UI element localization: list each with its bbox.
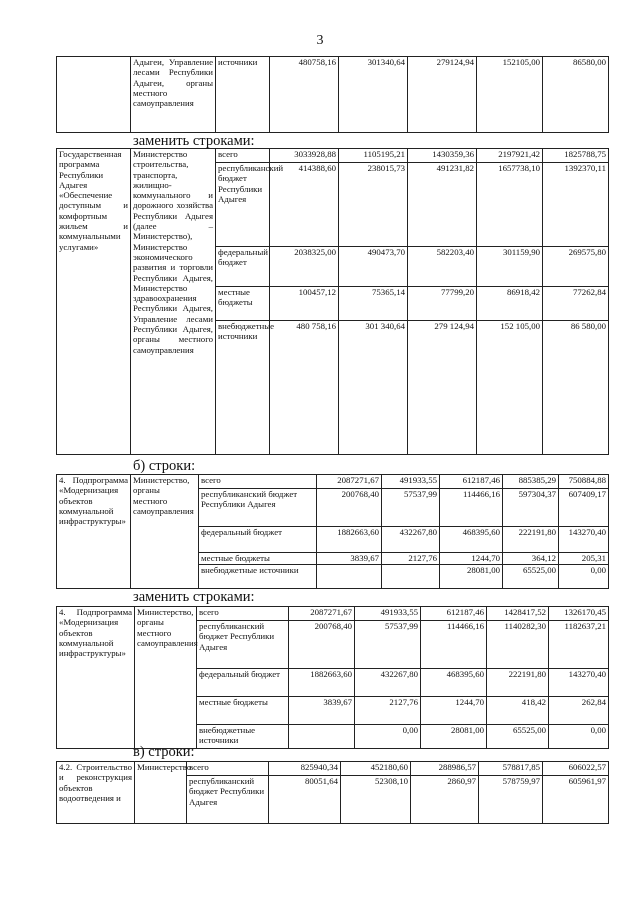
source-cell: республиканский бюджет Республики Адыгея bbox=[197, 621, 289, 669]
heading-b-rows: б) строки: bbox=[133, 458, 196, 474]
value-cell: 57537,99 bbox=[355, 621, 421, 669]
value-cell: 143270,40 bbox=[549, 669, 609, 697]
measure-4-2-table bbox=[56, 761, 609, 824]
value-cell: 301 340,64 bbox=[339, 321, 408, 455]
value-cell: 1140282,30 bbox=[487, 621, 549, 669]
value-cell: 279 124,94 bbox=[408, 321, 477, 455]
value-cell: 606022,57 bbox=[543, 762, 609, 776]
value-cell: 1430359,36 bbox=[408, 149, 477, 163]
value-cell: 491933,55 bbox=[355, 607, 421, 621]
value-cell: 612187,46 bbox=[440, 475, 503, 489]
value-cell: 825940,34 bbox=[269, 762, 341, 776]
value-cell: 200768,40 bbox=[317, 489, 382, 527]
value-cell: 3839,67 bbox=[289, 697, 355, 725]
value-cell: 1244,70 bbox=[421, 697, 487, 725]
continuation-table bbox=[56, 56, 609, 133]
source-cell: всего bbox=[187, 762, 269, 776]
value-cell: 262,84 bbox=[549, 697, 609, 725]
source-cell: местные бюджеты bbox=[199, 553, 317, 565]
value-cell: 2127,76 bbox=[355, 697, 421, 725]
executor-name: Министерство строительства, транспорта, жилищно-коммунального и дорожного хозяйства Республики Адыгея (далее – Министерство), Министерство экономического развития и торговли Республики Адыгея, Министерство здравоохранения Республики Адыгея, Управление лесами Республики Адыгея, органы местного самоуправления bbox=[131, 149, 216, 455]
value-cell: 2087271,67 bbox=[317, 475, 382, 489]
value-cell: 414388,60 bbox=[270, 163, 339, 247]
source-cell: местные бюджеты bbox=[197, 697, 289, 725]
value-cell: 77799,20 bbox=[408, 287, 477, 321]
value-cell: 2860,97 bbox=[411, 776, 479, 824]
value-cell: 143270,40 bbox=[559, 527, 609, 553]
value-cell: 3839,67 bbox=[317, 553, 382, 565]
value-cell: 205,31 bbox=[559, 553, 609, 565]
source-cell: федеральный бюджет bbox=[199, 527, 317, 553]
value-cell: 480758,16 bbox=[270, 57, 339, 133]
program-name: Государственная программа Республики Адыгея «Обеспечение доступным и комфортным жильем и коммунальными услугами» bbox=[57, 149, 131, 455]
value-cell: 0,00 bbox=[559, 565, 609, 589]
state-program-table bbox=[56, 148, 609, 455]
value-cell: 432267,80 bbox=[355, 669, 421, 697]
executor-cell: Адыгеи, Управление лесами Республики Адыгеи, органы местного самоуправления bbox=[131, 57, 216, 133]
value-cell: 885385,29 bbox=[503, 475, 559, 489]
source-cell: всего bbox=[199, 475, 317, 489]
value-cell: 452180,60 bbox=[341, 762, 411, 776]
value-cell: 222191,80 bbox=[487, 669, 549, 697]
value-cell: 432267,80 bbox=[382, 527, 440, 553]
value-cell: 152105,00 bbox=[477, 57, 543, 133]
value-cell: 1392370,11 bbox=[543, 163, 609, 247]
executor-name: Министерство, органы местного самоуправления bbox=[135, 607, 197, 749]
value-cell: 480 758,16 bbox=[270, 321, 339, 455]
executor-name: Министерство, органы местного самоуправления bbox=[131, 475, 199, 589]
source-cell: внебюджетные источники bbox=[216, 321, 270, 455]
subprogram-name: 4. Подпрограмма «Модернизация объектов коммунальной инфраструктуры» bbox=[57, 475, 131, 589]
value-cell: 86580,00 bbox=[543, 57, 609, 133]
value-cell bbox=[382, 565, 440, 589]
value-cell: 1182637,21 bbox=[549, 621, 609, 669]
value-cell: 301340,64 bbox=[339, 57, 408, 133]
value-cell bbox=[289, 725, 355, 749]
measure-name: 4.2. Строительство и реконструкция объектов водоотведения и bbox=[57, 762, 135, 824]
source-cell: республиканский бюджет Республики Адыгея bbox=[216, 163, 270, 247]
value-cell: 1825788,75 bbox=[543, 149, 609, 163]
source-cell: федеральный бюджет bbox=[197, 669, 289, 697]
value-cell: 2197921,42 bbox=[477, 149, 543, 163]
value-cell: 578817,85 bbox=[479, 762, 543, 776]
value-cell: 28081,00 bbox=[440, 565, 503, 589]
value-cell: 28081,00 bbox=[421, 725, 487, 749]
value-cell: 2038325,00 bbox=[270, 247, 339, 287]
value-cell: 86918,42 bbox=[477, 287, 543, 321]
value-cell: 1105195,21 bbox=[339, 149, 408, 163]
value-cell: 364,12 bbox=[503, 553, 559, 565]
value-cell: 491231,82 bbox=[408, 163, 477, 247]
value-cell: 578759,97 bbox=[479, 776, 543, 824]
value-cell: 612187,46 bbox=[421, 607, 487, 621]
subprogram-4-new-table bbox=[56, 606, 609, 749]
heading-replace-1: заменить строками: bbox=[133, 133, 255, 149]
value-cell: 80051,64 bbox=[269, 776, 341, 824]
program-cell bbox=[57, 57, 131, 133]
executor-name: Министерство bbox=[135, 762, 187, 824]
value-cell: 468395,60 bbox=[421, 669, 487, 697]
source-cell: всего bbox=[216, 149, 270, 163]
value-cell: 100457,12 bbox=[270, 287, 339, 321]
value-cell: 57537,99 bbox=[382, 489, 440, 527]
subprogram-4-old-table bbox=[56, 474, 609, 589]
value-cell: 114466,16 bbox=[421, 621, 487, 669]
value-cell: 238015,73 bbox=[339, 163, 408, 247]
source-cell: республиканский бюджет Республики Адыгея bbox=[199, 489, 317, 527]
value-cell: 86 580,00 bbox=[543, 321, 609, 455]
value-cell: 75365,14 bbox=[339, 287, 408, 321]
value-cell: 77262,84 bbox=[543, 287, 609, 321]
value-cell: 418,42 bbox=[487, 697, 549, 725]
page-number: 3 bbox=[316, 33, 324, 48]
value-cell: 3033928,88 bbox=[270, 149, 339, 163]
value-cell: 1882663,60 bbox=[289, 669, 355, 697]
value-cell: 222191,80 bbox=[503, 527, 559, 553]
source-cell: всего bbox=[197, 607, 289, 621]
value-cell: 1244,70 bbox=[440, 553, 503, 565]
value-cell: 200768,40 bbox=[289, 621, 355, 669]
value-cell: 490473,70 bbox=[339, 247, 408, 287]
value-cell: 1326170,45 bbox=[549, 607, 609, 621]
source-cell: источники bbox=[216, 57, 270, 133]
value-cell: 279124,94 bbox=[408, 57, 477, 133]
value-cell: 1657738,10 bbox=[477, 163, 543, 247]
value-cell: 0,00 bbox=[355, 725, 421, 749]
value-cell: 65525,00 bbox=[487, 725, 549, 749]
value-cell: 52308,10 bbox=[341, 776, 411, 824]
value-cell: 468395,60 bbox=[440, 527, 503, 553]
value-cell: 582203,40 bbox=[408, 247, 477, 287]
source-cell: местные бюджеты bbox=[216, 287, 270, 321]
value-cell bbox=[317, 565, 382, 589]
value-cell: 491933,55 bbox=[382, 475, 440, 489]
value-cell: 65525,00 bbox=[503, 565, 559, 589]
source-cell: внебюджетные источники bbox=[199, 565, 317, 589]
heading-v-rows: в) строки: bbox=[133, 744, 195, 760]
source-cell: республиканский бюджет Республики Адыгея bbox=[187, 776, 269, 824]
value-cell: 114466,16 bbox=[440, 489, 503, 527]
source-cell: федеральный бюджет bbox=[216, 247, 270, 287]
value-cell: 605961,97 bbox=[543, 776, 609, 824]
heading-replace-2: заменить строками: bbox=[133, 589, 255, 605]
value-cell: 1428417,52 bbox=[487, 607, 549, 621]
value-cell: 750884,88 bbox=[559, 475, 609, 489]
value-cell: 0,00 bbox=[549, 725, 609, 749]
value-cell: 1882663,60 bbox=[317, 527, 382, 553]
source-cell: внебюджетные источники bbox=[197, 725, 289, 749]
value-cell: 269575,80 bbox=[543, 247, 609, 287]
subprogram-name: 4. Подпрограмма «Модернизация объектов коммунальной инфраструктуры» bbox=[57, 607, 135, 749]
value-cell: 2127,76 bbox=[382, 553, 440, 565]
value-cell: 2087271,67 bbox=[289, 607, 355, 621]
value-cell: 597304,37 bbox=[503, 489, 559, 527]
value-cell: 152 105,00 bbox=[477, 321, 543, 455]
value-cell: 607409,17 bbox=[559, 489, 609, 527]
value-cell: 301159,90 bbox=[477, 247, 543, 287]
value-cell: 288986,57 bbox=[411, 762, 479, 776]
